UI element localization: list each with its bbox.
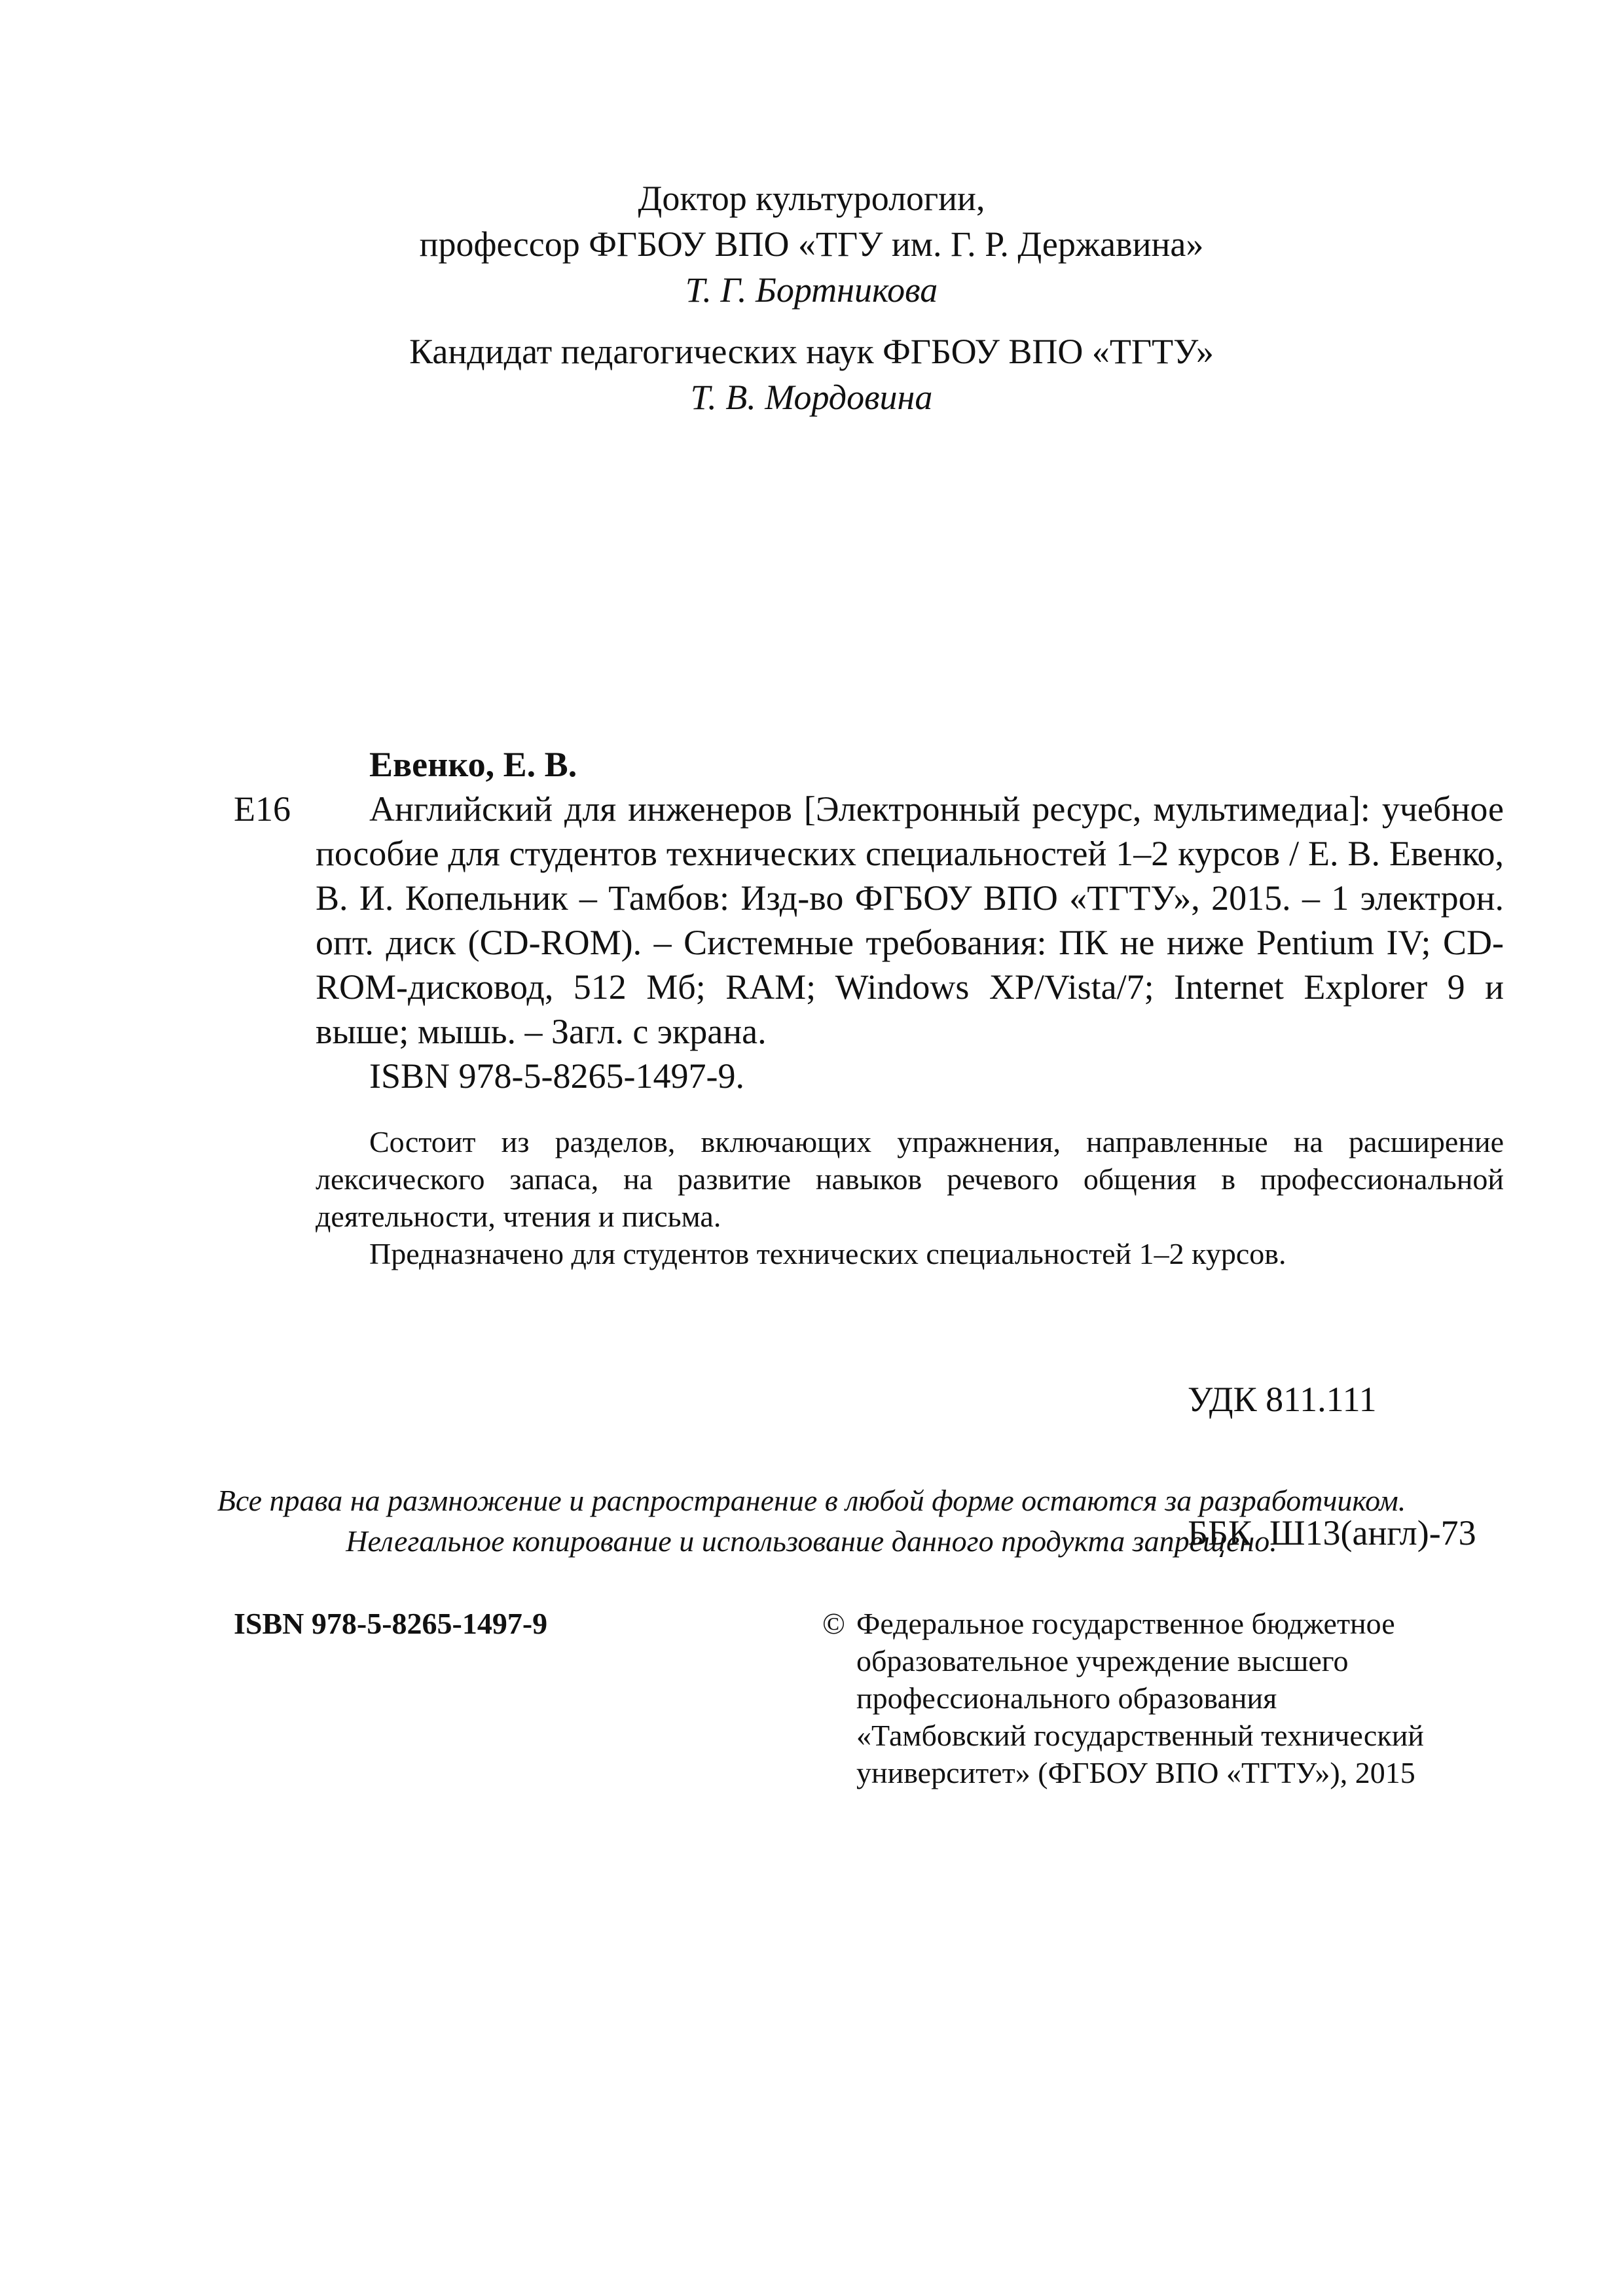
copyright-line-5: университет» (ФГБОУ ВПО «ТГТУ»), 2015 bbox=[856, 1756, 1415, 1789]
reviewer-1-title-line-1: Доктор культурологии, bbox=[638, 179, 985, 218]
copyright-icon: © bbox=[822, 1607, 845, 1640]
bib-code: Е16 bbox=[234, 789, 291, 829]
udk-code: УДК 811.111 bbox=[1188, 1380, 1377, 1419]
annotation-paragraph-1: Состоит из разделов, включающих упражнения, направленные на расширение лексического запаса, на развитие навыков речевого общения в профессиональной деятельности, чтения и письма. bbox=[316, 1125, 1504, 1233]
bbk-code: ББК Ш13(англ)-73 bbox=[1188, 1513, 1476, 1552]
reviewer-1-name: Т. Г. Бортникова bbox=[685, 270, 938, 310]
reviewer-1 bbox=[0, 175, 1623, 313]
reviewer-2-name: Т. В. Мордовина bbox=[690, 378, 933, 417]
rights-notice bbox=[0, 1480, 1623, 1562]
copyright-block bbox=[822, 1605, 1516, 1791]
copyright-line-2: образовательное учреждение высшего bbox=[856, 1644, 1349, 1677]
reviewer-2-title-line-1: Кандидат педагогических наук ФГБОУ ВПО «ТГТУ» bbox=[409, 332, 1214, 371]
rights-line-2: Нелегальное копирование и использование данного продукта запрещено. bbox=[346, 1524, 1277, 1558]
bib-description: Английский для инженеров [Электронный ресурс, мультимедиа]: учебное пособие для студентов технических специальностей 1–2 курсов / Е. В. Евенко, В. И. Копельник – Тамбов: Изд-во ФГБОУ ВПО «ТГТУ», 2015. – 1 электрон. опт. диск (CD-ROM). – Системные требования: ПК не ниже Pentium IV; CD-ROM-дисковод, 512 Мб; RAM; Windows XP/Vista/7; Internet Explorer 9 и выше; мышь. – Загл. с экрана. bbox=[316, 789, 1504, 1051]
annotation bbox=[316, 1123, 1504, 1272]
reviewer-1-title-line-2: профессор ФГБОУ ВПО «ТГУ им. Г. Р. Державина» bbox=[419, 224, 1204, 264]
annotation-paragraph-2: Предназначено для студентов технических специальностей 1–2 курсов. bbox=[369, 1237, 1286, 1270]
rights-line-1: Все права на размножение и распространение в любой форме остаются за разработчиком. bbox=[217, 1484, 1406, 1517]
copyright-line-1: Федеральное государственное бюджетное bbox=[856, 1607, 1395, 1640]
copyright-line-3: профессионального образования bbox=[856, 1681, 1277, 1715]
bib-isbn: ISBN 978-5-8265-1497-9. bbox=[369, 1056, 744, 1096]
footer-isbn: ISBN 978-5-8265-1497-9 bbox=[234, 1607, 548, 1640]
bib-author: Евенко, Е. В. bbox=[369, 745, 577, 784]
reviewers-section bbox=[0, 175, 1623, 420]
bibliographic-record bbox=[234, 742, 1504, 1098]
copyright-line-4: «Тамбовский государственный технический bbox=[856, 1719, 1424, 1752]
reviewer-2 bbox=[0, 329, 1623, 420]
copyright-text bbox=[856, 1605, 1516, 1791]
